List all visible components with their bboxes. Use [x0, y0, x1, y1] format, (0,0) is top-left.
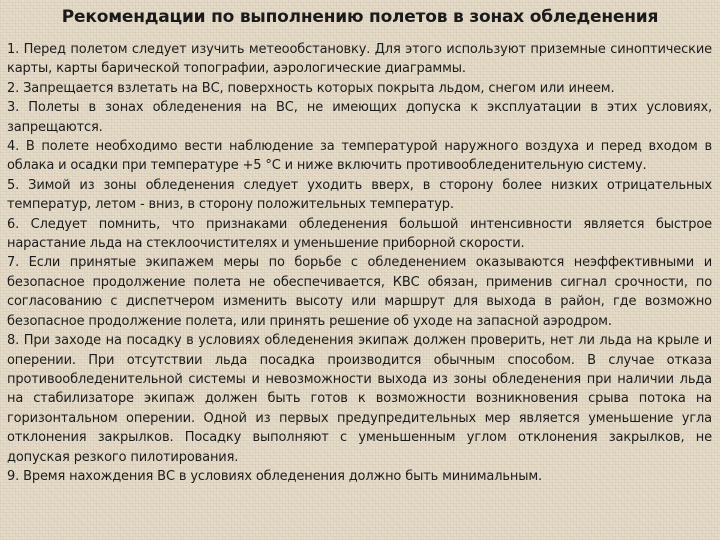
recommendation-item-9: 9. Время нахождения ВС в условиях обледенения должно быть минимальным. — [7, 468, 542, 484]
recommendation-item-5: 5. Зимой из зоны обледенения следует уходить вверх, в сторону более низких отрицательных температур, летом - вниз, в сторону положительных температур. — [7, 177, 712, 213]
recommendation-item-2: 2. Запрещается взлетать на ВС, поверхность которых покрыта льдом, снегом или инеем. — [7, 80, 615, 96]
slide-title: Рекомендации по выполнению полетов в зонах обледенения — [61, 7, 659, 27]
recommendation-item-8: 8. При заходе на посадку в условиях обледенения экипаж должен проверить, нет ли льда на крыле и оперении. При отсутствии льда посадка производится обычным способом. В случае отказа противообледенительной системы и невозможности выхода из зоны обледенения при наличии льда на стабилизаторе экипаж должен быть готов к возможности возникновения срыва потока на горизонтальном оперении. Одной из первых предупредительных мер является уменьшение угла отклонения закрылков. Посадку выполняют с уменьшенным углом отклонения закрылков, не допуская резкого пилотирования. — [7, 333, 712, 465]
recommendation-item-6: 6. Следует помнить, что признаками обледенения большой интенсивности является быстрое нарастание льда на стеклоочистителях и уменьшение приборной скорости. — [7, 216, 712, 252]
slide-body — [7, 40, 712, 486]
recommendation-item-1: 1. Перед полетом следует изучить метеообстановку. Для этого используют приземные синоптические карты, карты барической топографии, аэрологические диаграммы. — [7, 42, 712, 77]
recommendation-item-7: 7. Если принятые экипажем меры по борьбе с обледенением оказываются неэффективными и безопасное продолжение полета не обеспечивается, КВС обязан, применив сигнал срочности, по согласованию с диспетчером изменить высоту или маршрут для выхода в район, где возможно безопасное продолжение полета, или принять решение об уходе на запасной аэродром. — [7, 255, 712, 329]
recommendation-item-4: 4. В полете необходимо вести наблюдение за температурой наружного воздуха и перед входом в облака и осадки при температуре +5 °С и ниже включить противообледенительную систему. — [7, 139, 712, 174]
recommendation-item-3: 3. Полеты в зонах обледенения на ВС, не имеющих допуска к эксплуатации в этих условиях, запрещаются. — [7, 100, 712, 135]
